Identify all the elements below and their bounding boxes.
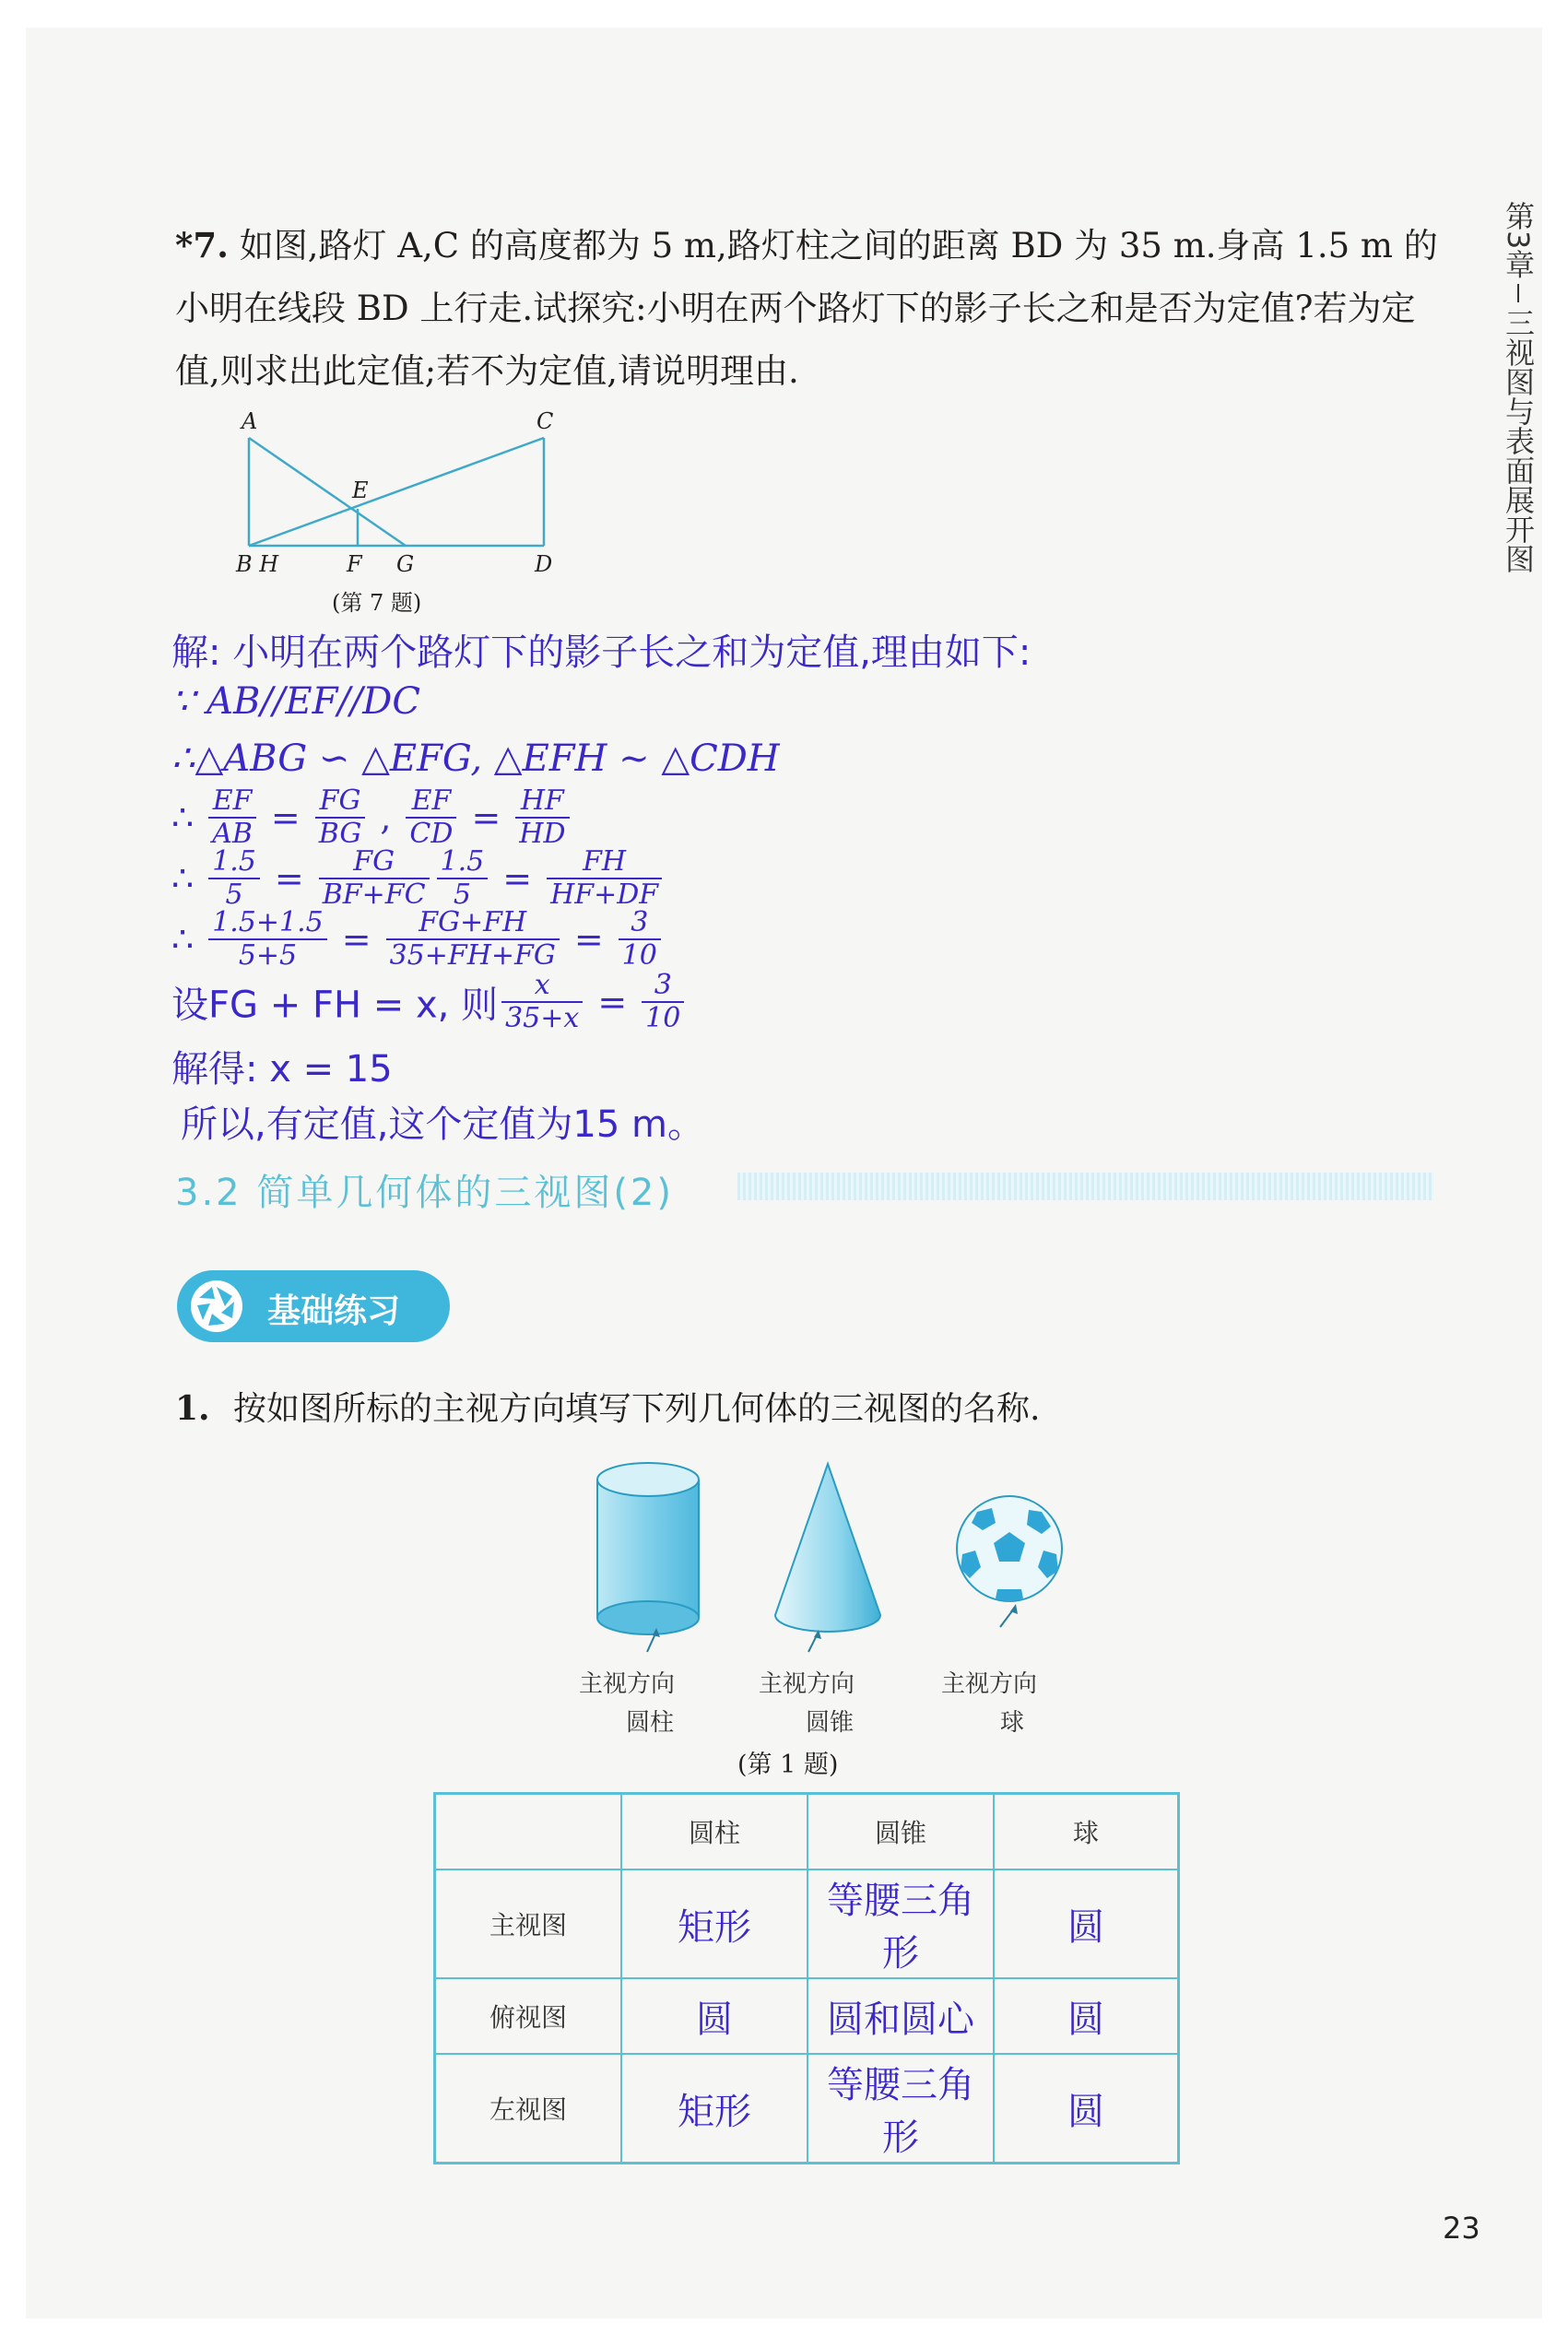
section-title: 3.2 简单几何体的三视图(2) (175, 1172, 674, 1214)
answer-cell: 圆 (994, 1869, 1179, 1978)
chapter-sidebar (1498, 201, 1539, 573)
fraction-denominator: HD (519, 818, 566, 850)
ball-name-label: 球 (999, 1709, 1024, 1737)
fraction-denominator: 35+x (505, 1002, 580, 1034)
fraction-numerator: x (501, 970, 583, 1003)
ball-direction-label: 主视方向 (940, 1670, 1037, 1698)
answer-cell: 圆 (994, 1978, 1179, 2054)
fraction-numerator: 3 (642, 970, 684, 1003)
table-header-cell: 球 (994, 1794, 1179, 1870)
table-header-cell: 圆柱 (621, 1794, 808, 1870)
solution-line-6: 设FG + FH = x, 则 $\frac{x}{35+x}$ = $\frac{3}{10}$ (171, 970, 688, 1034)
soccer-ball-icon (949, 1493, 1069, 1632)
cone-name-label: 圆锥 (805, 1709, 854, 1737)
figure-1-caption: (第 1 题) (737, 1751, 839, 1779)
fraction-denominator: 5+5 (238, 939, 298, 972)
chapter-title: 三视图与表面展开图 (1501, 308, 1536, 574)
solution-intro: 解: 小明在两个路灯下的影子长之和为定值,理由如下: (171, 631, 1032, 674)
cone-icon (770, 1456, 890, 1659)
problem-1 (175, 1383, 1041, 1430)
answer-cell: 矩形 (621, 1869, 808, 1978)
ray-ag (249, 438, 406, 546)
figure-7-diagram (230, 406, 599, 636)
fraction-numerator: FG (315, 785, 366, 819)
fraction-denominator: 10 (621, 939, 657, 972)
cylinder-name-label: 圆柱 (625, 1709, 674, 1737)
label-c: C (536, 408, 554, 434)
answer-cell: 圆和圆心 (808, 1978, 994, 2054)
answer-cell: 等腰三角形 (808, 2054, 994, 2164)
table-header-cell: 圆锥 (808, 1794, 994, 1870)
solution-line-2: ∴△ABG ∽ △EFG, △EFH ~ △CDH (171, 737, 780, 780)
practice-badge-label: 基础练习 (267, 1292, 401, 1330)
row-label: 左视图 (435, 2054, 622, 2164)
ray-ch (249, 438, 544, 546)
row-label: 主视图 (435, 1869, 622, 1978)
solution-line-1: ∵ AB//EF//DC (171, 680, 420, 723)
fraction-numerator: 1.5+1.5 (208, 907, 327, 940)
section-title-bar (737, 1173, 1433, 1200)
sidebar-divider (1517, 284, 1519, 302)
fraction-numerator: EF (406, 785, 456, 819)
label-f: F (347, 551, 362, 577)
problem-7 (175, 214, 1447, 403)
table-row (435, 1869, 1179, 1978)
table-header-cell (435, 1794, 622, 1870)
label-d: D (535, 551, 553, 577)
label-bh: B H (236, 551, 279, 577)
answer-cell: 等腰三角形 (808, 1869, 994, 1978)
fraction-denominator: AB (212, 818, 253, 850)
fraction-numerator: EF (208, 785, 256, 819)
solution-conclusion: 所以,有定值,这个定值为15 m。 (181, 1103, 705, 1146)
table-header-row (435, 1794, 1179, 1870)
solution-line-4: ∴ $\frac{1.5}{5}$ = $\frac{FG}{BF+FC}$ $\frac{1.5}{5}$ = $\frac{FH}{HF+DF}$ (171, 846, 666, 911)
cylinder-direction-label: 主视方向 (578, 1670, 675, 1698)
therefore-symbol: ∴ (171, 858, 195, 899)
table-row (435, 1978, 1179, 2054)
figure-7-caption: (第 7 题) (332, 590, 422, 616)
problem-1-text: 按如图所标的主视方向填写下列几何体的三视图的名称. (233, 1390, 1041, 1428)
fraction-denominator: BF+FC (322, 879, 426, 911)
fraction-denominator: 5 (453, 879, 471, 911)
chapter-number: 第3章 (1501, 201, 1536, 279)
solution-line-5: ∴ $\frac{1.5+1.5}{5+5}$ = $\frac{FG+FH}{35+FH+FG}$ = $\frac{3}{10}$ (171, 907, 665, 972)
fraction-denominator: 35+FH+FG (389, 939, 556, 972)
aperture-icon (184, 1276, 249, 1337)
fraction-denominator: HF+DF (550, 879, 659, 911)
cone-direction-label: 主视方向 (758, 1670, 855, 1698)
problem-1-number: 1. (175, 1389, 210, 1428)
fraction-denominator: BG (318, 818, 362, 850)
fraction-numerator: FG (319, 846, 430, 879)
set-variable-text: 设FG + FH = x, 则 (171, 984, 499, 1027)
fraction-numerator: FH (547, 846, 662, 879)
problem-7-text: 如图,路灯 A,C 的高度都为 5 m,路灯柱之间的距离 BD 为 35 m.身高 1.5 m 的小明在线段 BD 上行走.试探究:小明在两个路灯下的影子长之和是否为定值?若为定值,则求出此定值;若不为定值,请说明理由. (175, 226, 1438, 391)
fraction-numerator: 3 (619, 907, 661, 940)
fraction-numerator: 1.5 (437, 846, 489, 879)
solution-line-3: ∴ $\frac{EF}{AB}$ = $\frac{FG}{BG}$ , $\frac{EF}{CD}$ = $\frac{HF}{HD}$ (171, 785, 573, 850)
answer-cell: 矩形 (621, 2054, 808, 2164)
label-g: G (396, 551, 415, 577)
label-e: E (352, 478, 369, 503)
fraction-denominator: 5 (225, 879, 243, 911)
solution-line-7: 解得: x = 15 (171, 1048, 393, 1091)
fraction-denominator: 10 (645, 1002, 681, 1034)
therefore-symbol: ∴ (171, 797, 195, 838)
label-a: A (242, 408, 258, 434)
cylinder-icon (590, 1456, 710, 1659)
fraction-numerator: HF (515, 785, 569, 819)
fraction-numerator: FG+FH (386, 907, 560, 940)
answer-cell: 圆 (621, 1978, 808, 2054)
table-row (435, 2054, 1179, 2164)
three-views-table (433, 1792, 1180, 2164)
fraction-numerator: 1.5 (208, 846, 260, 879)
therefore-symbol: ∴ (171, 919, 195, 960)
page-number: 23 (1443, 2211, 1480, 2246)
answer-cell: 圆 (994, 2054, 1179, 2164)
problem-7-number: *7. (175, 225, 229, 265)
row-label: 俯视图 (435, 1978, 622, 2054)
fraction-denominator: CD (409, 818, 454, 850)
